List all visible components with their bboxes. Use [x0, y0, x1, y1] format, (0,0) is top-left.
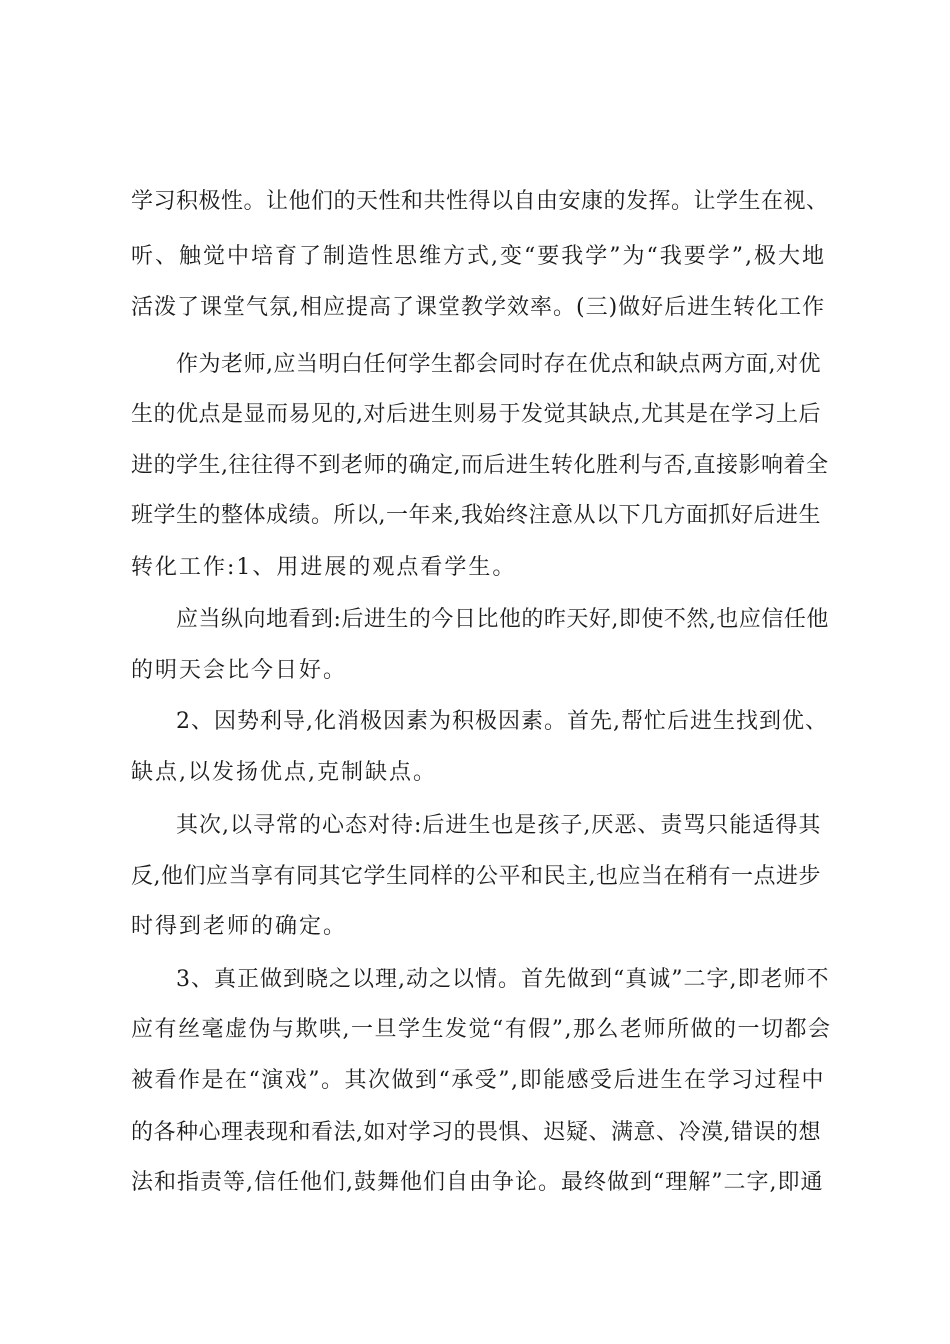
paragraph-6-line-2: 应有丝毫虚伪与欺哄,一旦学生发觉“有假”,那么老师所做的一切都会: [131, 1017, 832, 1042]
paragraph-2-line-3: 进的学生,往往得不到老师的确定,而后进生转化胜利与否,直接影响着全: [131, 453, 829, 478]
paragraph-4-line-1: 2、因势利导,化消极因素为积极因素。首先,帮忙后进生找到优、: [176, 709, 828, 734]
paragraph-1-line-2: 听、触觉中培育了制造性思维方式,变“要我学”为“我要学”,极大地: [131, 244, 826, 269]
paragraph-2-line-2: 生的优点是显而易见的,对后进生则易于发觉其缺点,尤其是在学习上后: [131, 402, 821, 427]
paragraph-6-line-3: 被看作是在“演戏”。其次做到“承受”,即能感受后进生在学习过程中: [131, 1068, 825, 1093]
paragraph-2-line-1: 作为老师,应当明白任何学生都会同时存在优点和缺点两方面,对优: [176, 352, 821, 377]
paragraph-5-line-3: 时得到老师的确定。: [131, 914, 348, 939]
paragraph-5-line-2: 反,他们应当享有同其它学生同样的公平和民主,也应当在稍有一点进步: [131, 864, 821, 889]
paragraph-5-line-1: 其次,以寻常的心态对待:后进生也是孩子,厌恶、责骂只能适得其: [176, 813, 822, 838]
paragraph-1-line-3: 活泼了课堂气氛,相应提高了课堂教学效率。(三)做好后进生转化工作: [131, 295, 826, 320]
paragraph-6-line-1: 3、真正做到晓之以理,动之以情。首先做到“真诚”二字,即老师不: [176, 967, 830, 992]
paragraph-3-line-2: 的明天会比今日好。: [131, 658, 348, 683]
paragraph-6-line-5: 法和指责等,信任他们,鼓舞他们自由争论。最终做到“理解”二字,即通: [131, 1170, 824, 1195]
paragraph-2-line-4: 班学生的整体成绩。所以,一年来,我始终注意从以下几方面抓好后进生: [131, 503, 821, 528]
paragraph-4-line-2: 缺点,以发扬优点,克制缺点。: [131, 760, 437, 785]
paragraph-6-line-4: 的各种心理表现和看法,如对学习的畏惧、迟疑、满意、冷漠,错误的想: [131, 1120, 821, 1145]
paragraph-2-line-5: 转化工作:1、用进展的观点看学生。: [131, 555, 517, 580]
paragraph-3-line-1: 应当纵向地看到:后进生的今日比他的昨天好,即使不然,也应信任他: [176, 607, 829, 632]
paragraph-1-line-1: 学习积极性。让他们的天性和共性得以自由安康的发挥。让学生在视、: [131, 189, 829, 214]
